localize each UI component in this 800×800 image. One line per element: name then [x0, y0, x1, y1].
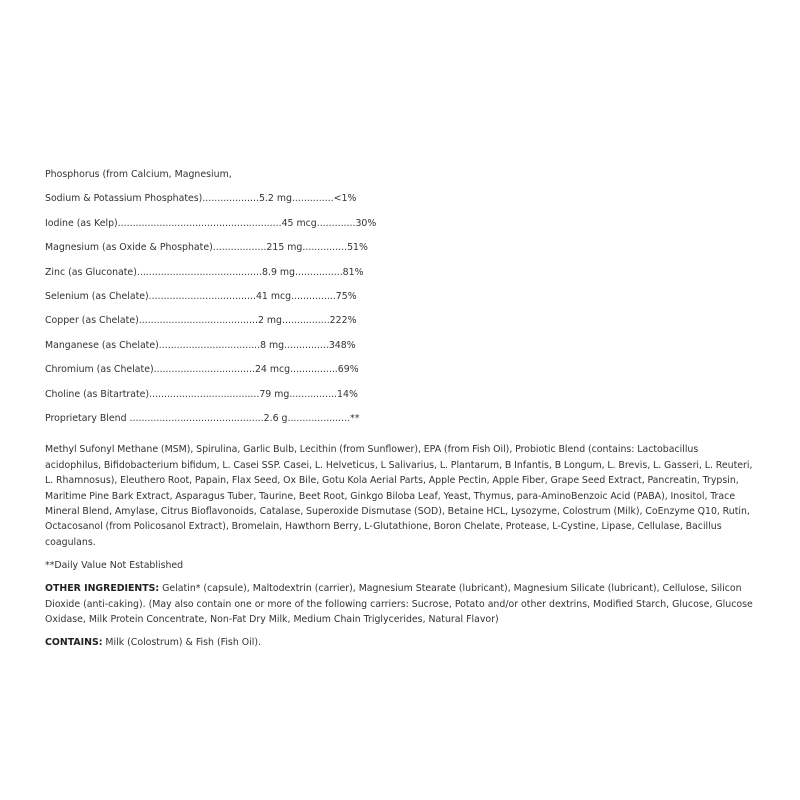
nutrient-line-manganese: Manganese (as Chelate)..................................8 mg...............348% — [45, 339, 356, 351]
other-ingredients-text: Gelatin* (capsule), Maltodextrin (carrier), Magnesium Stearate (lubricant), Magnesium Silicate (lubricant), Cellulose, Silicon Dioxide (anti-caking). (May also contain one or more of the following carriers: Sucrose, Potato and/or other dextrins, Modified Starch, Glucose, Glucose Oxidase, Milk Protein Concentrate, Non-Fat Dry Milk, Medium Chain Triglycerides, Natural Flavor) — [45, 583, 753, 625]
contains-text: Milk (Colostrum) & Fish (Fish Oil). — [102, 637, 261, 649]
nutrient-line-iodine: Iodine (as Kelp).......................................................45 mcg.............30% — [45, 217, 377, 229]
supplement-facts-text — [45, 168, 755, 651]
nutrient-line-selenium: Selenium (as Chelate)....................................41 mcg...............75% — [45, 290, 357, 302]
nutrient-line-copper: Copper (as Chelate)........................................2 mg................222% — [45, 315, 357, 327]
contains-label: CONTAINS: — [45, 637, 103, 649]
daily-value-note: **Daily Value Not Established — [45, 560, 184, 572]
proprietary-blend-ingredients: Methyl Sufonyl Methane (MSM), Spirulina, Garlic Bulb, Lecithin (from Sunflower), EPA (from Fish Oil), Probiotic Blend (contains: Lactobacillus acidophilus, Bifidobacterium bifidum, L. Casei SSP. Casei, L. Helveticus, L Salivarius, L. Plantarum, B Infantis, B Longum, L. Brevis, L. Gasseri, L. Reuteri, L. Rhamnosus), Eleuthero Root, Papain, Flax Seed, Ox Bile, Gotu Kola Aerial Parts, Apple Pectin, Apple Fiber, Grape Seed Extract, Pancreatin, Trypsin, Maritime Pine Bark Extract, Asparagus Tuber, Taurine, Beet Root, Ginkgo Biloba Leaf, Yeast, Thymus, para-AminoBenzoic Acid (PABA), Inositol, Trace Mineral Blend, Amylase, Citrus Bioflavonoids, Catalase, Superoxide Dismutase (SOD), Betaine HCL, Lysozyme, Colostrum (Milk), CoEnzyme Q10, Rutin, Octacosanol (from Policosanol Extract), Bromelain, Hawthorn Berry, L-Glutathione, Boron Chelate, Protease, L-Cystine, Lipase, Cellulase, Bacillus coagulans. — [45, 444, 753, 548]
nutrient-line-proprietary-blend: Proprietary Blend .............................................2.6 g.....................** — [45, 412, 360, 424]
contains-statement — [45, 635, 755, 650]
nutrient-line-zinc: Zinc (as Gluconate)..........................................8.9 mg................81% — [45, 266, 364, 278]
nutrient-line-magnesium: Magnesium (as Oxide & Phosphate)..................215 mg...............51% — [45, 242, 368, 254]
nutrient-line-choline: Choline (as Bitartrate).....................................79 mg................14% — [45, 388, 358, 400]
nutrient-line-chromium: Chromium (as Chelate)..................................24 mcg................69% — [45, 364, 359, 376]
nutrient-line-phosphorus-2: Sodium & Potassium Phosphates)...................5.2 mg..............<1% — [45, 193, 357, 205]
nutrient-line-phosphorus-1: Phosphorus (from Calcium, Magnesium, — [45, 169, 232, 180]
other-ingredients — [45, 581, 755, 627]
other-ingredients-label: OTHER INGREDIENTS: — [45, 583, 160, 595]
